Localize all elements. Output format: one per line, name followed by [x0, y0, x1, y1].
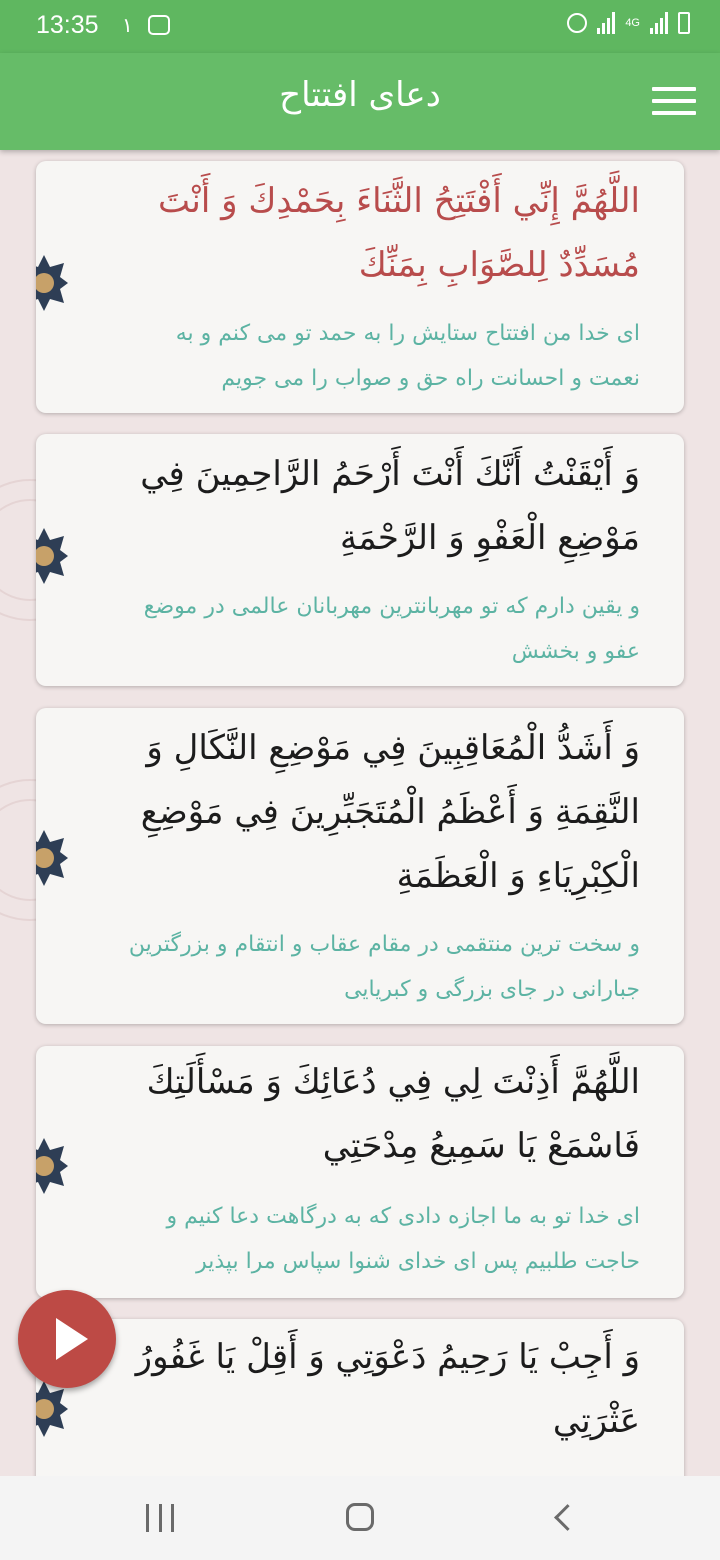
- wifi-notification-icon: [148, 15, 170, 35]
- arabic-line: وَ أَيْقَنْتُ أَنَّكَ أَنْتَ أَرْحَمُ الرَّاحِمِينَ فِي: [140, 454, 640, 494]
- islamic-star-ornament-icon: [36, 828, 70, 888]
- battery-icon: [678, 12, 690, 34]
- persian-translation-line: جبارانی در جای بزرگی و کبریایی: [344, 977, 640, 1002]
- arabic-line: الْكِبْرِيَاءِ وَ الْعَظَمَةِ: [396, 856, 640, 896]
- back-icon[interactable]: [554, 1504, 581, 1531]
- hamburger-menu-icon[interactable]: [652, 87, 696, 119]
- verse-card[interactable]: [36, 1319, 684, 1476]
- verse-card[interactable]: [36, 1046, 684, 1298]
- persian-translation-line: عفو و بخشش: [511, 639, 640, 664]
- system-nav-bar: [0, 1476, 720, 1560]
- arabic-line: وَ أَجِبْ يَا رَحِيمُ دَعْوَتِي وَ أَقِلْ يَا غَفُورُ: [135, 1337, 640, 1377]
- verse-card[interactable]: [36, 434, 684, 686]
- arabic-line: مَوْضِعِ الْعَفْوِ وَ الرَّحْمَةِ: [339, 518, 640, 558]
- arabic-line: عَثْرَتِي: [552, 1401, 640, 1441]
- persian-translation-line: و یقین دارم که تو مهربانترین مهربانان عالمی در موضع: [143, 594, 640, 619]
- home-icon[interactable]: [346, 1503, 374, 1531]
- signal-icon: [597, 12, 615, 34]
- arabic-line: مُسَدِّدٌ لِلصَّوَابِ بِمَنِّكَ: [358, 245, 640, 285]
- network-type-label: 4G: [625, 17, 640, 29]
- status-bar: [0, 0, 720, 53]
- islamic-star-ornament-icon: [36, 253, 70, 313]
- alarm-icon: [567, 13, 587, 33]
- app-bar: [0, 53, 720, 150]
- islamic-star-ornament-icon: [36, 1136, 70, 1196]
- arabic-line: النَّقِمَةِ وَ أَعْظَمُ الْمُتَجَبِّرِينَ فِي مَوْضِعِ: [140, 792, 640, 832]
- verse-card[interactable]: [36, 161, 684, 413]
- play-button[interactable]: [18, 1290, 116, 1388]
- verse-card[interactable]: [36, 708, 684, 1024]
- arabic-line: وَ أَشَدُّ الْمُعَاقِبِينَ فِي مَوْضِعِ النَّكَالِ وَ: [146, 728, 640, 768]
- persian-translation-line: حاجت طلبیم پس ای خدای شنوا سپاس مرا بپذیر: [196, 1249, 640, 1274]
- islamic-star-ornament-icon: [36, 1379, 70, 1439]
- persian-translation-line: نعمت و احسانت راه حق و صواب را می جویم: [221, 366, 640, 391]
- signal-icon-2: [650, 12, 668, 34]
- persian-translation-line: و سخت ترین منتقمی در مقام عقاب و انتقام و بزرگترین: [128, 932, 640, 957]
- islamic-star-ornament-icon: [36, 526, 70, 586]
- dua-list[interactable]: [0, 150, 720, 1476]
- status-icons: [567, 12, 690, 34]
- page-title: دعای افتتاح: [279, 75, 441, 115]
- arabic-line: اللَّهُمَّ إِنِّي أَفْتَتِحُ الثَّنَاءَ بِحَمْدِكَ وَ أَنْتَ: [158, 181, 640, 221]
- play-icon: [56, 1318, 88, 1360]
- arabic-line: اللَّهُمَّ أَذِنْتَ لِي فِي دُعَائِكَ وَ مَسْأَلَتِكَ: [146, 1062, 640, 1102]
- status-time: 13:35: [36, 11, 99, 39]
- persian-translation-line: ای خدا تو به ما اجازه دادی که به درگاهت دعا کنیم و: [166, 1204, 640, 1229]
- persian-translation-line: ای خدا من افتتاح ستایش را به حمد تو می کنم و به: [175, 321, 640, 346]
- arabic-line: فَاسْمَعْ يَا سَمِيعُ مِدْحَتِي: [322, 1126, 640, 1166]
- recent-apps-icon[interactable]: [146, 1504, 174, 1532]
- notification-count: ۱: [122, 13, 133, 37]
